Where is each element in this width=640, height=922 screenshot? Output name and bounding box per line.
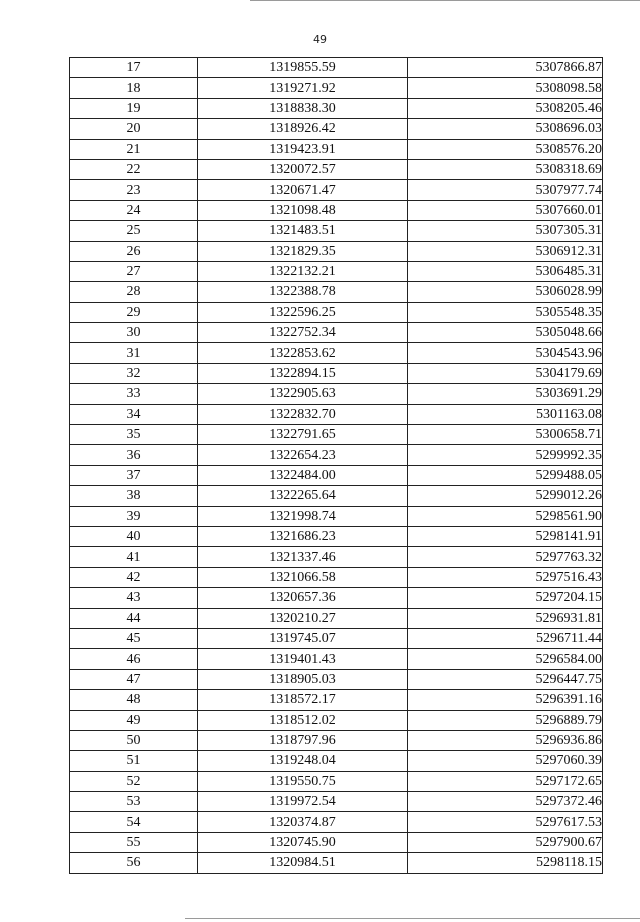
point-number-cell: 26	[70, 241, 198, 261]
table-row	[70, 669, 603, 689]
table-row	[70, 302, 603, 322]
point-number-cell: 52	[70, 771, 198, 791]
table-row	[70, 649, 603, 669]
point-number-cell: 19	[70, 98, 198, 118]
y-coordinate-cell: 5308318.69	[408, 159, 603, 179]
x-coordinate-cell: 1319972.54	[198, 792, 408, 812]
scan-edge-top	[250, 0, 640, 1]
x-coordinate-cell: 1319745.07	[198, 628, 408, 648]
table-row	[70, 261, 603, 281]
y-coordinate-cell: 5306028.99	[408, 282, 603, 302]
point-number-cell: 49	[70, 710, 198, 730]
x-coordinate-cell: 1318905.03	[198, 669, 408, 689]
y-coordinate-cell: 5307660.01	[408, 200, 603, 220]
table-row	[70, 119, 603, 139]
point-number-cell: 41	[70, 547, 198, 567]
point-number-cell: 22	[70, 159, 198, 179]
y-coordinate-cell: 5308696.03	[408, 119, 603, 139]
y-coordinate-cell: 5298561.90	[408, 506, 603, 526]
x-coordinate-cell: 1319271.92	[198, 78, 408, 98]
x-coordinate-cell: 1319248.04	[198, 751, 408, 771]
table-row	[70, 200, 603, 220]
x-coordinate-cell: 1320745.90	[198, 832, 408, 852]
point-number-cell: 28	[70, 282, 198, 302]
point-number-cell: 27	[70, 261, 198, 281]
x-coordinate-cell: 1322832.70	[198, 404, 408, 424]
point-number-cell: 29	[70, 302, 198, 322]
x-coordinate-cell: 1321998.74	[198, 506, 408, 526]
table-row	[70, 241, 603, 261]
scan-edge-bottom	[185, 918, 640, 919]
y-coordinate-cell: 5307866.87	[408, 58, 603, 78]
x-coordinate-cell: 1320657.36	[198, 588, 408, 608]
x-coordinate-cell: 1322596.25	[198, 302, 408, 322]
table-row	[70, 78, 603, 98]
point-number-cell: 25	[70, 221, 198, 241]
y-coordinate-cell: 5305048.66	[408, 323, 603, 343]
x-coordinate-cell: 1321337.46	[198, 547, 408, 567]
table-row	[70, 792, 603, 812]
y-coordinate-cell: 5297763.32	[408, 547, 603, 567]
table-row	[70, 832, 603, 852]
point-number-cell: 45	[70, 628, 198, 648]
y-coordinate-cell: 5297172.65	[408, 771, 603, 791]
table-row	[70, 445, 603, 465]
x-coordinate-cell: 1322388.78	[198, 282, 408, 302]
y-coordinate-cell: 5296931.81	[408, 608, 603, 628]
x-coordinate-cell: 1319855.59	[198, 58, 408, 78]
y-coordinate-cell: 5308576.20	[408, 139, 603, 159]
table-row	[70, 282, 603, 302]
x-coordinate-cell: 1322905.63	[198, 384, 408, 404]
x-coordinate-cell: 1320072.57	[198, 159, 408, 179]
x-coordinate-cell: 1320984.51	[198, 853, 408, 873]
x-coordinate-cell: 1318512.02	[198, 710, 408, 730]
x-coordinate-cell: 1319550.75	[198, 771, 408, 791]
x-coordinate-cell: 1319401.43	[198, 649, 408, 669]
table-row	[70, 404, 603, 424]
point-number-cell: 36	[70, 445, 198, 465]
point-number-cell: 18	[70, 78, 198, 98]
x-coordinate-cell: 1321483.51	[198, 221, 408, 241]
point-number-cell: 56	[70, 853, 198, 873]
point-number-cell: 17	[70, 58, 198, 78]
table-row	[70, 180, 603, 200]
point-number-cell: 53	[70, 792, 198, 812]
y-coordinate-cell: 5306912.31	[408, 241, 603, 261]
y-coordinate-cell: 5297516.43	[408, 567, 603, 587]
table-row	[70, 710, 603, 730]
y-coordinate-cell: 5299992.35	[408, 445, 603, 465]
table-row	[70, 547, 603, 567]
coordinates-table	[69, 57, 603, 874]
point-number-cell: 37	[70, 465, 198, 485]
y-coordinate-cell: 5304543.96	[408, 343, 603, 363]
point-number-cell: 54	[70, 812, 198, 832]
point-number-cell: 46	[70, 649, 198, 669]
point-number-cell: 39	[70, 506, 198, 526]
y-coordinate-cell: 5296391.16	[408, 690, 603, 710]
table-row	[70, 159, 603, 179]
y-coordinate-cell: 5307977.74	[408, 180, 603, 200]
y-coordinate-cell: 5296447.75	[408, 669, 603, 689]
table-row	[70, 526, 603, 546]
point-number-cell: 44	[70, 608, 198, 628]
coordinates-table-body	[70, 58, 603, 874]
y-coordinate-cell: 5301163.08	[408, 404, 603, 424]
table-row	[70, 608, 603, 628]
table-row	[70, 323, 603, 343]
y-coordinate-cell: 5298141.91	[408, 526, 603, 546]
x-coordinate-cell: 1320671.47	[198, 180, 408, 200]
x-coordinate-cell: 1322265.64	[198, 486, 408, 506]
y-coordinate-cell: 5296711.44	[408, 628, 603, 648]
y-coordinate-cell: 5297617.53	[408, 812, 603, 832]
table-row	[70, 58, 603, 78]
x-coordinate-cell: 1318572.17	[198, 690, 408, 710]
page-number: 49	[313, 33, 327, 46]
point-number-cell: 43	[70, 588, 198, 608]
point-number-cell: 51	[70, 751, 198, 771]
x-coordinate-cell: 1322894.15	[198, 363, 408, 383]
point-number-cell: 34	[70, 404, 198, 424]
x-coordinate-cell: 1322791.65	[198, 425, 408, 445]
table-row	[70, 363, 603, 383]
table-row	[70, 751, 603, 771]
table-row	[70, 771, 603, 791]
y-coordinate-cell: 5297372.46	[408, 792, 603, 812]
y-coordinate-cell: 5305548.35	[408, 302, 603, 322]
y-coordinate-cell: 5298118.15	[408, 853, 603, 873]
y-coordinate-cell: 5308098.58	[408, 78, 603, 98]
y-coordinate-cell: 5296936.86	[408, 730, 603, 750]
table-row	[70, 567, 603, 587]
y-coordinate-cell: 5306485.31	[408, 261, 603, 281]
table-row	[70, 98, 603, 118]
table-row	[70, 425, 603, 445]
table-row	[70, 384, 603, 404]
x-coordinate-cell: 1321686.23	[198, 526, 408, 546]
x-coordinate-cell: 1318797.96	[198, 730, 408, 750]
y-coordinate-cell: 5297060.39	[408, 751, 603, 771]
point-number-cell: 30	[70, 323, 198, 343]
x-coordinate-cell: 1318926.42	[198, 119, 408, 139]
y-coordinate-cell: 5296889.79	[408, 710, 603, 730]
table-row	[70, 506, 603, 526]
table-row	[70, 812, 603, 832]
table-row	[70, 343, 603, 363]
point-number-cell: 35	[70, 425, 198, 445]
y-coordinate-cell: 5308205.46	[408, 98, 603, 118]
point-number-cell: 31	[70, 343, 198, 363]
y-coordinate-cell: 5297900.67	[408, 832, 603, 852]
y-coordinate-cell: 5303691.29	[408, 384, 603, 404]
point-number-cell: 48	[70, 690, 198, 710]
table-row	[70, 465, 603, 485]
table-row	[70, 139, 603, 159]
point-number-cell: 55	[70, 832, 198, 852]
x-coordinate-cell: 1318838.30	[198, 98, 408, 118]
y-coordinate-cell: 5299012.26	[408, 486, 603, 506]
point-number-cell: 40	[70, 526, 198, 546]
point-number-cell: 33	[70, 384, 198, 404]
table-row	[70, 690, 603, 710]
point-number-cell: 42	[70, 567, 198, 587]
point-number-cell: 32	[70, 363, 198, 383]
point-number-cell: 47	[70, 669, 198, 689]
table-row	[70, 730, 603, 750]
y-coordinate-cell: 5296584.00	[408, 649, 603, 669]
x-coordinate-cell: 1321829.35	[198, 241, 408, 261]
point-number-cell: 20	[70, 119, 198, 139]
x-coordinate-cell: 1322654.23	[198, 445, 408, 465]
y-coordinate-cell: 5299488.05	[408, 465, 603, 485]
table-row	[70, 588, 603, 608]
point-number-cell: 24	[70, 200, 198, 220]
x-coordinate-cell: 1322853.62	[198, 343, 408, 363]
x-coordinate-cell: 1321098.48	[198, 200, 408, 220]
x-coordinate-cell: 1322484.00	[198, 465, 408, 485]
x-coordinate-cell: 1322132.21	[198, 261, 408, 281]
y-coordinate-cell: 5297204.15	[408, 588, 603, 608]
table-row	[70, 486, 603, 506]
y-coordinate-cell: 5307305.31	[408, 221, 603, 241]
table-row	[70, 221, 603, 241]
x-coordinate-cell: 1319423.91	[198, 139, 408, 159]
x-coordinate-cell: 1321066.58	[198, 567, 408, 587]
x-coordinate-cell: 1320374.87	[198, 812, 408, 832]
y-coordinate-cell: 5300658.71	[408, 425, 603, 445]
x-coordinate-cell: 1320210.27	[198, 608, 408, 628]
point-number-cell: 23	[70, 180, 198, 200]
point-number-cell: 50	[70, 730, 198, 750]
point-number-cell: 21	[70, 139, 198, 159]
point-number-cell: 38	[70, 486, 198, 506]
table-row	[70, 628, 603, 648]
y-coordinate-cell: 5304179.69	[408, 363, 603, 383]
table-row	[70, 853, 603, 873]
x-coordinate-cell: 1322752.34	[198, 323, 408, 343]
